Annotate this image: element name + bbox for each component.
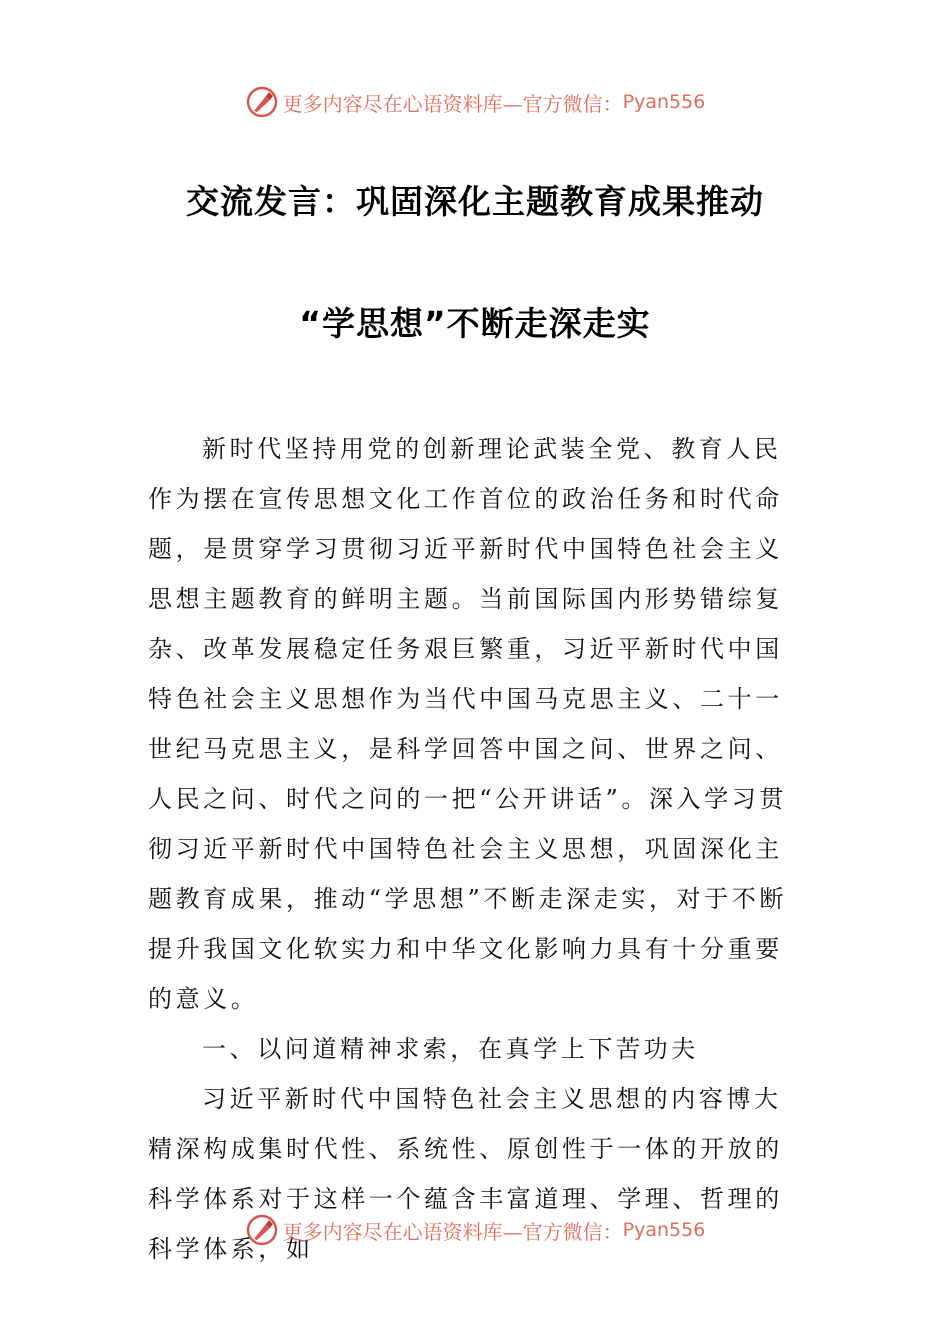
document-body [148,424,808,1274]
wechat-id: Pyan556 [622,91,706,113]
wechat-id: Pyan556 [622,1219,706,1241]
pen-nib-logo-icon [245,85,279,119]
pen-nib-logo-icon [245,1213,279,1247]
section-heading-1: 一、以问道精神求索，在真学上下苦功夫 [202,1035,699,1063]
paragraph-section-1: 习近平新时代中国特色社会主义思想的内容博大精深构成集时代性、系统性、原创性于一体的开放的科学体系对于这样一个蕴含丰富道理、学理、哲理的科学体系，如 [148,1085,783,1263]
document-title-line-2: “学思想”不断走深走实 [299,304,651,343]
document-title-line-1: 交流发言：巩固深化主题教育成果推动 [186,182,764,221]
banner-text: 更多内容尽在心语资料库—官方微信： [282,1219,623,1244]
header-watermark-banner [0,82,950,122]
banner-text: 更多内容尽在心语资料库—官方微信： [282,91,623,116]
footer-watermark-banner [0,1210,950,1250]
paragraph-intro: 新时代坚持用党的创新理论武装全党、教育人民作为摆在宣传思想文化工作首位的政治任务和时代命题，是贯穿学习贯彻习近平新时代中国特色社会主义思想主题教育的鲜明主题。当前国际国内形势错综复杂、改革发展稳定任务艰巨繁重，习近平新时代中国特色社会主义思想作为当代中国马克思主义、二十一世纪马克思主义，是科学回答中国之问、世界之问、人民之问、时代之问的一把“公开讲话”。深入学习贯彻习近平新时代中国特色社会主义思想，巩固深化主题教育成果，推动“学思想”不断走深走实，对于不断提升我国文化软实力和中华文化影响力具有十分重要的意义。 [148,435,787,1013]
